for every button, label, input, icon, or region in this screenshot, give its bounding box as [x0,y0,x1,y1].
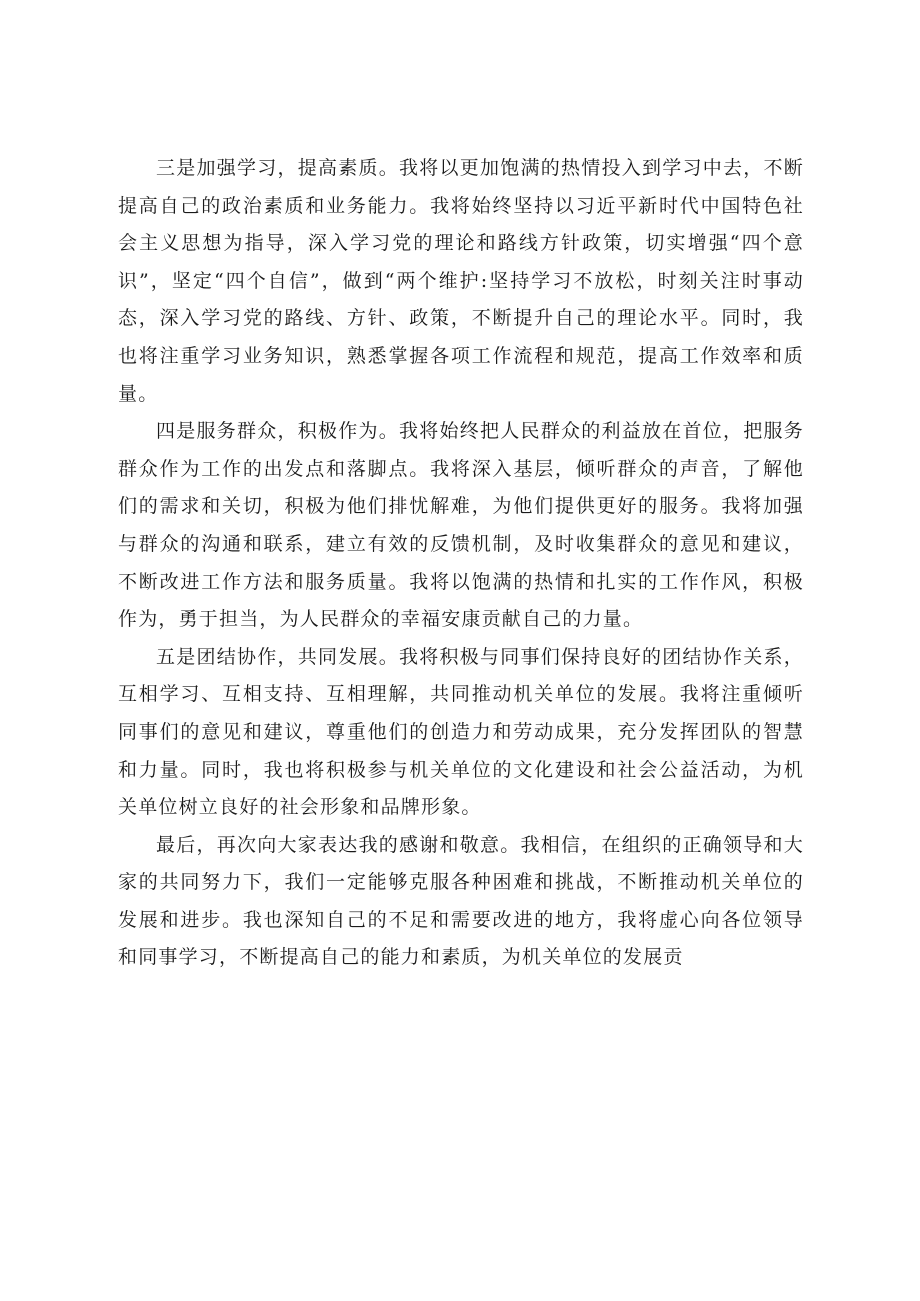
paragraph-strengthen-learning: 三是加强学习，提高素质。我将以更加饱满的热情投入到学习中去，不断提高自己的政治素质和业务能力。我将始终坚持以习近平新时代中国特色社会主义思想为指导，深入学习党的理论和路线方针政策，切实增强“四个意识”，坚定“四个自信”，做到“两个维护:坚持学习不放松，时刻关注时事动态，深入学习党的路线、方针、政策，不断提升自己的理论水平。同时，我也将注重学习业务知识，熟悉掌握各项工作流程和规范，提高工作效率和质量。 [118,157,804,405]
paragraph-closing: 最后，再次向大家表达我的感谢和敬意。我相信，在组织的正确领导和大家的共同努力下，我们一定能够克服各种困难和挑战，不断推动机关单位的发展和进步。我也深知自己的不足和需要改进的地方，我将虚心向各位领导和同事学习，不断提高自己的能力和素质，为机关单位的发展贡 [118,833,804,969]
paragraph-serve-masses: 四是服务群众，积极作为。我将始终把人民群众的利益放在首位，把服务群众作为工作的出发点和落脚点。我将深入基层，倾听群众的声音，了解他们的需求和关切，积极为他们排忧解难，为他们提供更好的服务。我将加强与群众的沟通和联系，建立有效的反馈机制，及时收集群众的意见和建议，不断改进工作方法和服务质量。我将以饱满的热情和扎实的工作作风，积极作为，勇于担当，为人民群众的幸福安康贡献自己的力量。 [118,420,804,631]
document-body [118,150,804,977]
paragraph-unity-cooperation: 五是团结协作，共同发展。我将积极与同事们保持良好的团结协作关系，互相学习、互相支持、互相理解，共同推动机关单位的发展。我将注重倾听同事们的意见和建议，尊重他们的创造力和劳动成果，充分发挥团队的智慧和力量。同时，我也将积极参与机关单位的文化建设和社会公益活动，为机关单位树立良好的社会形象和品牌形象。 [118,645,804,819]
